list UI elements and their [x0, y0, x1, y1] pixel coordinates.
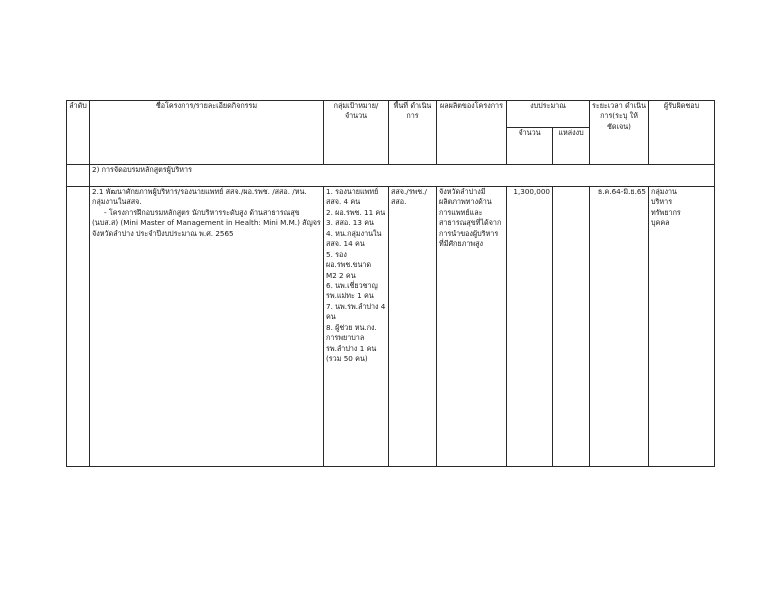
target-line: รพ.แม่ทะ 1 คน	[326, 291, 374, 301]
header-row	[67, 101, 715, 128]
header-output: ผลผลิตของโครงการ	[437, 101, 507, 165]
target-line: รพ.ลำปาง 1 คน	[326, 343, 377, 353]
project-detail	[90, 187, 324, 467]
area-line: สสอ.	[391, 197, 407, 207]
section-no-cell	[67, 165, 90, 187]
target-line: การพยาบาล	[326, 333, 365, 343]
output-line: จังหวัดลำปางมี	[439, 187, 486, 196]
project-line-2: กลุ่มงานในสสจ.	[92, 197, 142, 207]
project-row	[67, 187, 715, 467]
header-budget-source: แหล่งงบ	[553, 128, 590, 165]
target-line: (รวม 50 คน)	[326, 354, 368, 363]
project-line-5: จังหวัดลำปาง ประจำปีงบประมาณ พ.ศ. 2565	[92, 228, 234, 238]
output-line: การนำของผู้บริหาร	[439, 228, 499, 238]
target-line: 1. รองนายแพทย์	[326, 187, 379, 196]
section-row	[67, 165, 715, 187]
header-budget-amount: จำนวน	[507, 128, 553, 165]
area-cell	[389, 187, 437, 467]
target-line: 8. ผู้ช่วย หน.กง.	[326, 322, 377, 332]
output-cell	[437, 187, 507, 467]
header-owner: ผู้รับผิดชอบ	[649, 101, 715, 165]
project-line-4: (นบส.ส) (Mini Master of Management in Health: Mini M.M.) สัญจร	[92, 218, 321, 228]
header-project: ชื่อโครงการ/รายละเอียดกิจกรรม	[90, 101, 324, 165]
owner-cell	[649, 187, 715, 467]
project-plan-table	[66, 100, 715, 467]
output-line: การแพทย์และ	[439, 207, 483, 217]
owner-line: ทรัพยากร	[651, 207, 681, 217]
target-line: M2 2 คน	[326, 270, 356, 280]
header-budget: งบประมาณ	[507, 101, 590, 128]
target-line: 2. ผอ.รพช. 11 คน	[326, 207, 386, 217]
target-line: 4. หน.กลุ่มงานใน	[326, 228, 382, 238]
target-line: 3. สสอ. 13 คน	[326, 218, 374, 228]
header-area: พื้นที่ ดำเนินการ	[389, 101, 437, 165]
target-line: 5. รองผอ.รพช.ขนาด	[326, 249, 372, 270]
project-line-1: 2.1 พัฒนาศักยภาพผู้บริหาร/รองนายแพทย์ สสจ./ผอ.รพช. /สสอ. /หน.	[92, 187, 307, 196]
target-line: 7. นพ.รพ.ลำปาง 4	[326, 301, 386, 311]
row-no-cell	[67, 187, 90, 467]
owner-line: กลุ่มงาน	[651, 187, 677, 196]
owner-line: บริหาร	[651, 197, 673, 207]
header-no: ลำดับ	[67, 101, 90, 165]
target-line: สสจ. 14 คน	[326, 239, 365, 249]
header-target: กลุ่มเป้าหมาย/ จำนวน	[324, 101, 389, 165]
output-line: สาธารณสุขที่ได้จาก	[439, 218, 502, 228]
area-line: สสจ./รพช./	[391, 187, 427, 196]
target-line: 6. นพ.เชี่ยวชาญ	[326, 280, 378, 290]
output-line: ผลิตภาพทางด้าน	[439, 197, 492, 207]
project-line-3: - โครงการฝึกอบรมหลักสูตร นักบริหารระดับสูง ด้านสาธารณสุข	[104, 207, 300, 217]
target-line: คน	[326, 312, 336, 322]
budget-source	[553, 187, 590, 467]
output-line: ที่มีศักยภาพสูง	[439, 239, 484, 249]
target-line: สสจ. 4 คน	[326, 197, 361, 207]
target-list	[324, 187, 389, 467]
section-title: 2) การจัดอบรมหลักสูตรผู้บริหาร	[90, 165, 715, 187]
header-period: ระยะเวลา ดำเนินการ(ระบุ ให้ชัดเจน)	[590, 101, 649, 165]
budget-amount: 1,300,000	[507, 187, 553, 467]
period-cell: ธ.ค.64-มิ.ย.65	[590, 187, 649, 467]
owner-line: บุคคล	[651, 218, 670, 228]
